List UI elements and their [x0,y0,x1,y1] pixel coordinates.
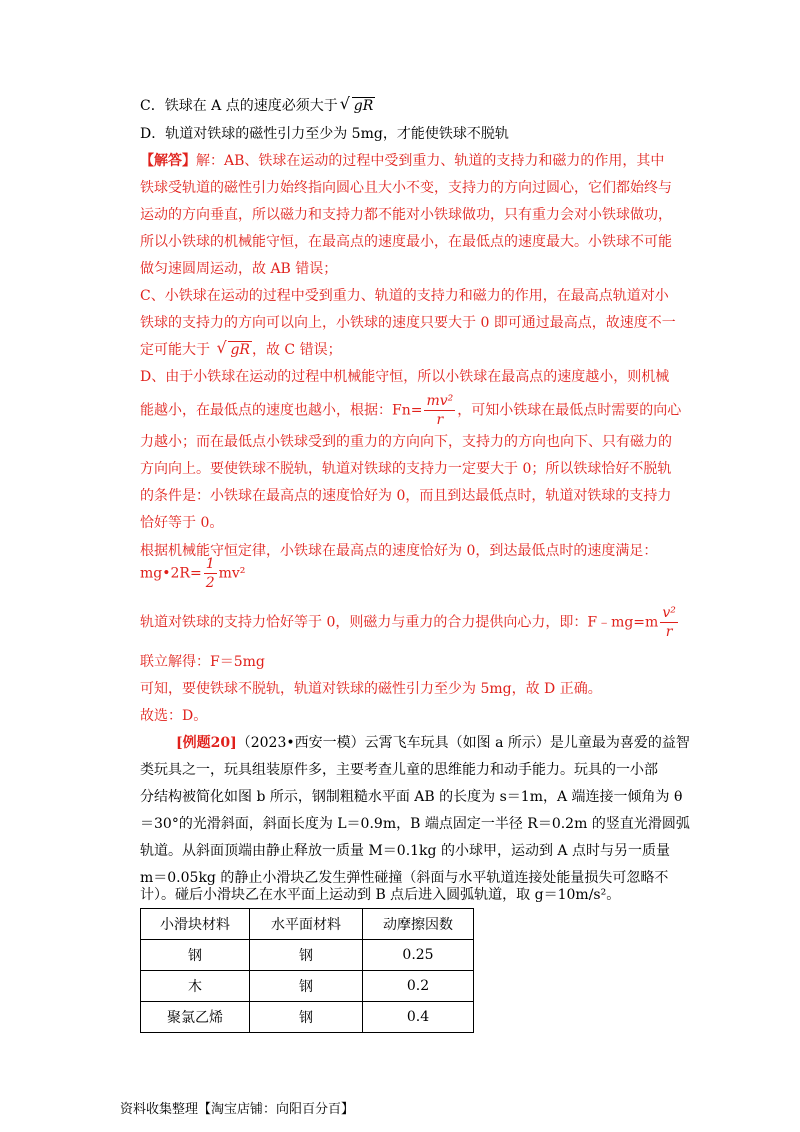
table-cell: 木 [141,971,250,1002]
option-c: C．铁球在 A 点的速度必须大于√ gR [140,96,375,116]
answer-c-line-1: C、小铁球在运动的过程中受到重力、轨道的支持力和磁力的作用，在最高点轨道对小 [140,288,669,304]
answer-d-line-4: 方向向上。要使铁球不脱轨，轨道对铁球的支持力一定要大于 0；所以铁球恰好不脱轨 [140,461,672,477]
answer-line-3: 运动的方向垂直，所以磁力和支持力都不能对小铁球做功，只有重力会对小铁球做功， [140,207,672,223]
table-row [141,940,474,971]
fraction-mv2-r: $\frac{\text{mv²}}{r}$ [426,393,454,428]
page-footer: 资料收集整理【淘宝店铺：向阳百分百】 [120,1102,355,1117]
example-label: [例题20] [176,735,237,751]
answer-tag: 【解答】 [140,153,196,169]
fraction-v2-r: $\frac{\text{v²}}{r}$ [662,605,676,640]
table-cell: 0.25 [363,940,474,971]
answer-d-line-3: 力越小；而在最低点小铁球受到的重力的方向向下，支持力的方向也向下、只有磁力的 [140,434,672,450]
conclusion-line: 可知，要使铁球不脱轨，轨道对铁球的磁性引力至少为 5mg，故 D 正确。 [140,681,602,697]
table-header-cell: 小滑块材料 [141,909,250,940]
example-line-4: ＝30°的光滑斜面，斜面长度为 L＝0.9m，B 端点固定一半径 R＝0.2m 的竖直光滑圆弧 [140,816,690,832]
friction-table [140,908,474,1033]
sqrt-gR: √ gR [340,96,376,116]
table-cell: 钢 [250,1002,363,1033]
table-cell: 0.4 [363,1002,474,1033]
answer-c-line-3: 定可能大于 √ gR ，故 C 错误； [140,340,342,360]
table-row [141,971,474,1002]
table-header-row [141,909,474,940]
force-line: 轨道对铁球的支持力恰好等于 0，则磁力与重力的合力提供向心力，即：F﹣mg=m $\frac{\text{v²}}{r}$ [140,605,676,640]
energy-equation: mg•2R= $\frac{1}{2}$ mv² [140,556,246,591]
example-line-5: 轨道。从斜面顶端由静止释放一质量 M＝0.1kg 的小球甲，运动到 A 点时与另一质量 [140,843,670,859]
table-header-cell: 动摩擦因数 [363,909,474,940]
table-cell: 钢 [250,940,363,971]
example-line-2: 类玩具之一，玩具组装原件多，主要考查儿童的思维能力和动手能力。玩具的一小部 [140,762,658,778]
answer-c-line-2: 铁球的支持力的方向可以向上，小铁球的速度只要大于 0 即可通过最高点，故速度不一 [140,315,676,331]
answer-line-1: 【解答】解：AB、铁球在运动的过程中受到重力、轨道的支持力和磁力的作用，其中 [140,153,665,169]
sqrt-gR: √ gR [216,340,252,360]
answer-d-line-1: D、由于小铁球在运动的过程中机械能守恒，所以小铁球在最高点的速度越小，则机械 [140,369,670,385]
table-header-cell: 水平面材料 [250,909,363,940]
example-line-3: 分结构被简化如图 b 所示，钢制粗糙水平面 AB 的长度为 s＝1m，A 端连接一倾角为 θ [140,789,683,805]
fraction-one-half: $\frac{1}{2}$ [205,556,215,591]
example-line-6: m＝0.05kg 的静止小滑块乙发生弹性碰撞（斜面与水平轨道连接处能量损失可忽略不 [140,870,669,886]
answer-d-line-2: 能越小，在最低点的速度也越小，根据：Fn= $\frac{\text{mv²}}{r}$ ，可知小铁球在最低点时需要的向心 [140,393,682,428]
solve-line: 联立解得：F＝5mg [140,654,265,670]
answer-line-2: 铁球受轨道的磁性引力始终指向圆心且大小不变，支持力的方向过圆心，它们都始终与 [140,180,672,196]
table-row [141,1002,474,1033]
example-line-7: 计）。碰后小滑块乙在水平面上运动到 B 点后进入圆弧轨道，取 g＝10m/s²。 [140,887,621,903]
example-line-1: [例题20]（2023•西安一模）云霄飞车玩具（如图 a 所示）是儿童最为喜爱的益智 [176,735,690,751]
answer-d-line-5: 的条件是：小铁球在最高点的速度恰好为 0，而且到达最低点时，轨道对铁球的支持力 [140,488,672,504]
answer-line-5: 做匀速圆周运动，故 AB 错误； [140,261,338,277]
table-cell: 钢 [141,940,250,971]
answer-line-4: 所以小铁球的机械能守恒，在最高点的速度最小，在最低点的速度最大。小铁球不可能 [140,234,672,250]
table-cell: 0.2 [363,971,474,1002]
table-cell: 钢 [250,971,363,1002]
option-d: D．轨道对铁球的磁性引力至少为 5mg，才能使铁球不脱轨 [140,126,509,142]
table-cell: 聚氯乙烯 [141,1002,250,1033]
choice-line: 故选：D。 [140,708,208,724]
energy-line: 根据机械能守恒定律，小铁球在最高点的速度恰好为 0，到达最低点时的速度满足： [140,543,658,559]
answer-d-line-6: 恰好等于 0。 [140,515,224,531]
